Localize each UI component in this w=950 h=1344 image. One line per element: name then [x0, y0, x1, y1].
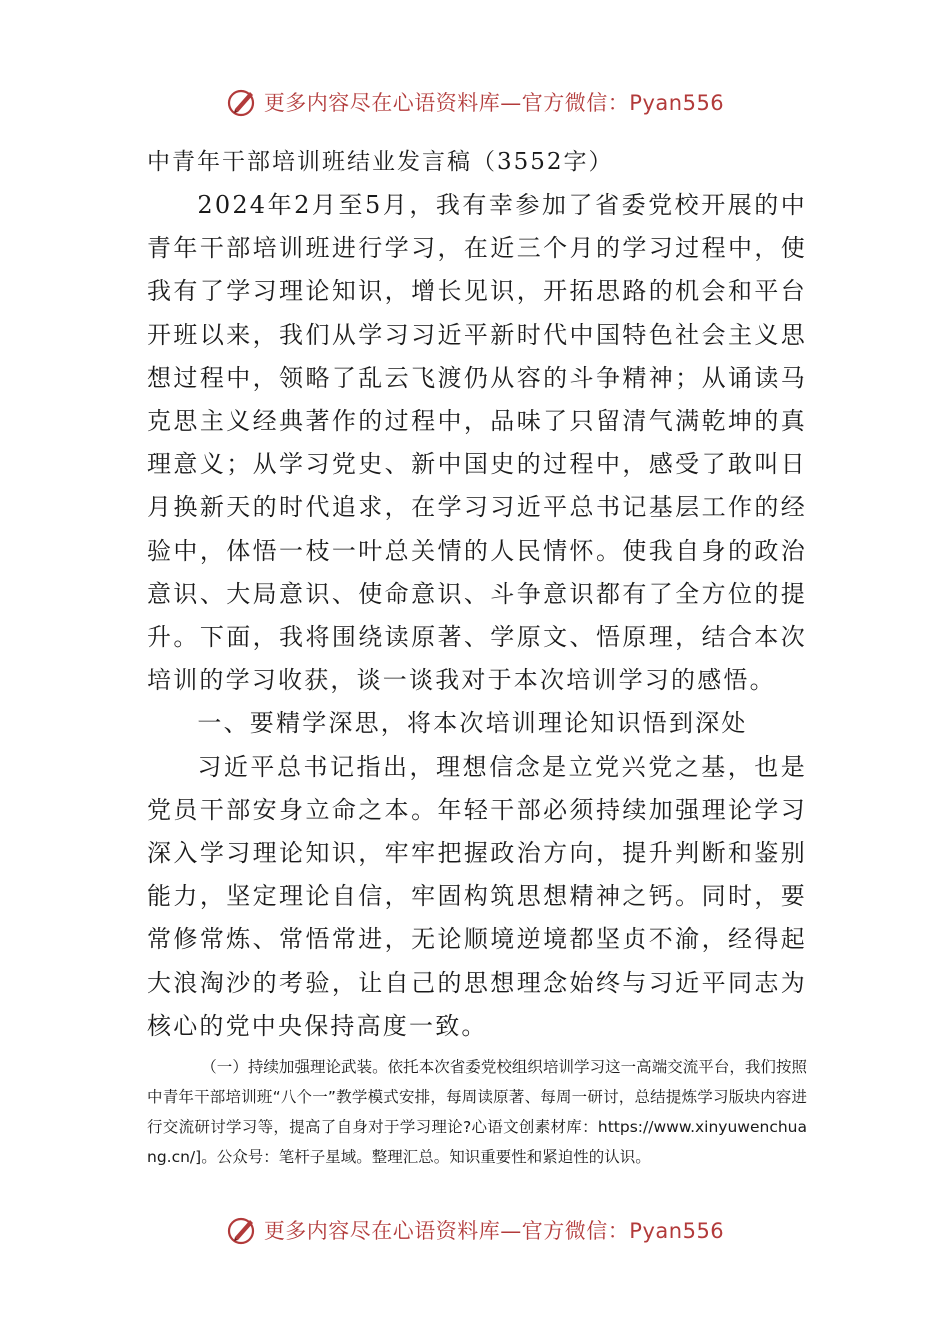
document-body	[147, 140, 807, 1172]
header-banner	[0, 82, 950, 122]
document-title: 中青年干部培训班结业发言稿（3552字）	[147, 149, 614, 175]
section-heading: 一、要精学深思，将本次培训理论知识悟到深处	[197, 709, 748, 738]
footer-banner	[0, 1210, 950, 1250]
footnote-paragraph: （一）持续加强理论武装。依托本次省委党校组织培训学习这一高端交流平台，我们按照中青年干部培训班“八个一”教学模式安排，每周读原著、每周一研讨，总结提炼学习版块内容进行交流研讨学习等，提高了自身对于学习理论?心语文创素材库：https://www.xinyuwenchuang.cn/]。公众号：笔杆子星域。整理汇总。知识重要性和紧迫性的认识。	[147, 1058, 807, 1167]
intro-paragraph: 2024年2月至5月，我有幸参加了省委党校开展的中青年干部培训班进行学习，在近三个月的学习过程中，使我有了学习理论知识，增长见识，开拓思路的机会和平台开班以来，我们从学习习近平新时代中国特色社会主义思想过程中，领略了乱云飞渡仍从容的斗争精神；从诵读马克思主义经典著作的过程中，品味了只留清气满乾坤的真理意义；从学习党史、新中国史的过程中，感受了敢叫日月换新天的时代追求，在学习习近平总书记基层工作的经验中，体悟一枝一叶总关情的人民情怀。使我自身的政治意识、大局意识、使命意识、斗争意识都有了全方位的提升。下面，我将围绕读原著、学原文、悟原理，结合本次培训的学习收获，谈一谈我对于本次培训学习的感悟。	[147, 191, 807, 695]
pen-circle-icon	[226, 1214, 258, 1246]
banner-text: 更多内容尽在心语资料库—官方微信：Pyan556	[263, 1219, 725, 1243]
banner-text: 更多内容尽在心语资料库—官方微信：Pyan556	[263, 91, 725, 115]
pen-circle-icon	[226, 86, 258, 118]
section-paragraph: 习近平总书记指出，理想信念是立党兴党之基，也是党员干部安身立命之本。年轻干部必须持续加强理论学习深入学习理论知识，牢牢把握政治方向，提升判断和鉴别能力，坚定理论自信，牢固构筑思想精神之钙。同时，要常修常炼、常悟常进，无论顺境逆境都坚贞不渝，经得起大浪淘沙的考验，让自己的思想理念始终与习近平同志为核心的党中央保持高度一致。	[147, 752, 807, 1040]
